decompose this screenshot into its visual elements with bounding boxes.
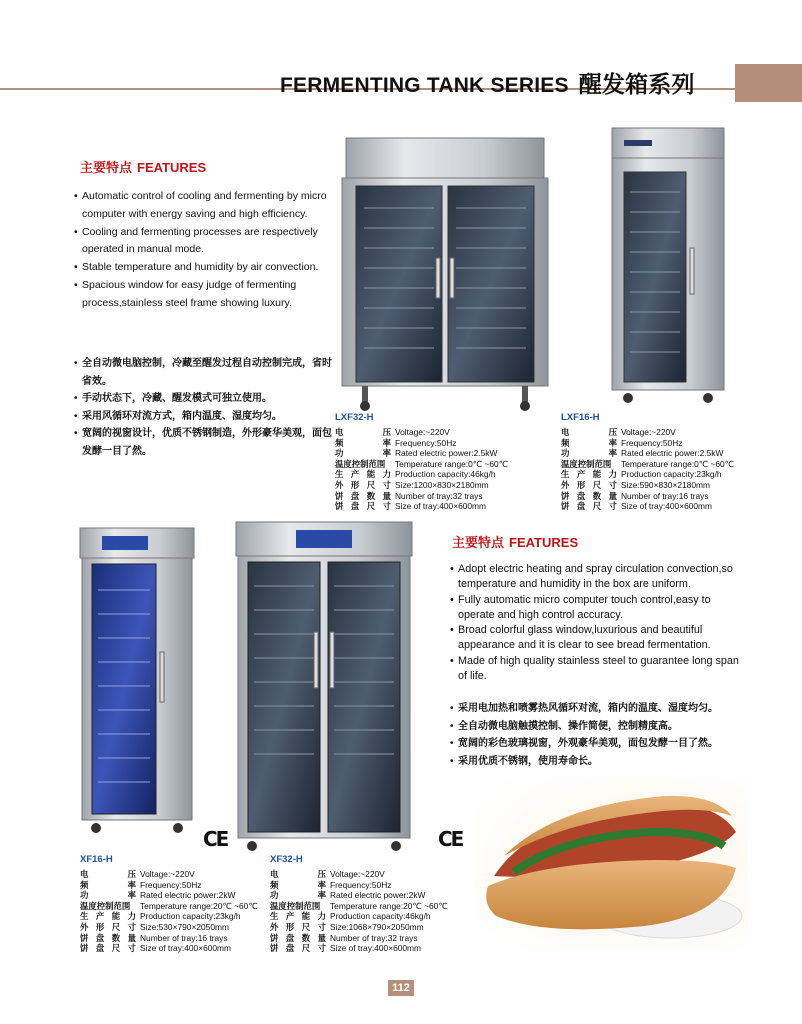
spec-label-char: 数 — [592, 490, 602, 501]
spec-label-char: 寸 — [608, 479, 617, 490]
spec-label-char: 压 — [317, 869, 326, 879]
spec-value: Voltage:~220V — [330, 869, 385, 879]
xf16h-model: XF16-H — [80, 854, 113, 865]
spec-value: Rated electric power:2.5kW — [395, 448, 498, 459]
list-item: • 采用风循环对流方式，箱内温度、湿度均匀。 — [74, 408, 336, 426]
spec-label-char: 寸 — [317, 943, 326, 954]
spec-label — [335, 469, 391, 480]
spec-value: Size:1068×790×2050mm — [330, 921, 424, 932]
spec-label — [80, 880, 136, 891]
spec-label-char: 力 — [382, 469, 391, 480]
list-item: • Spacious window for easy judge of fermenting process,stainless steel frame showing luxury. — [74, 277, 336, 313]
spec-value: Number of tray:16 trays — [140, 932, 228, 943]
spec-label-char: 外 — [335, 479, 344, 490]
spec-value: Size of tray:400×600mm — [330, 943, 422, 954]
spec-value: Voltage:~220V — [140, 869, 195, 879]
list-item: • 手动状态下，冷藏、醒发模式可独立使用。 — [74, 390, 336, 408]
spec-label-char: 生 — [270, 911, 279, 922]
spec-label-char: 盘 — [576, 501, 586, 512]
spec-label-char: 盘 — [95, 943, 105, 954]
spec-label-char: 率 — [382, 448, 391, 459]
spec-value: Temperature range:0℃ ~60℃ — [395, 458, 509, 469]
spec-value: Number of tray:32 trays — [395, 490, 483, 501]
spec-label-char: 温度控制范围 — [270, 900, 321, 911]
spec-label-char: 饼 — [335, 501, 344, 512]
spec-value: Rated electric power:2kW — [330, 890, 426, 901]
spec-label-char: 压 — [608, 427, 617, 437]
list-item: • 宽阔的彩色玻璃视窗，外观豪华美观，面包发酵一目了然。 — [450, 735, 750, 753]
spec-row — [270, 901, 448, 912]
spec-value: Size of tray:400×600mm — [140, 943, 232, 954]
spec-label-char: 生 — [561, 469, 570, 480]
spec-label-char: 尺 — [592, 501, 602, 512]
spec-value: Rated electric power:2kW — [140, 890, 236, 901]
spec-row — [335, 438, 508, 449]
spec-label-char: 外 — [561, 479, 570, 490]
spec-row — [80, 890, 258, 901]
spec-row — [270, 880, 448, 891]
xf32h-image — [236, 522, 412, 856]
spec-label-char: 率 — [382, 437, 391, 448]
spec-label-char: 量 — [382, 490, 391, 501]
spec-label-char: 形 — [576, 479, 586, 490]
spec-label — [561, 448, 617, 459]
spec-row — [561, 501, 734, 512]
list-item: • Fully automatic micro computer touch control,easy to operate and high control accuracy. — [450, 593, 740, 624]
spec-label — [270, 933, 326, 944]
spec-label — [270, 901, 326, 912]
spec-value: Frequency:50Hz — [395, 437, 457, 448]
spec-value: Temperature range:20℃ ~60℃ — [140, 900, 258, 911]
lxf32h-image — [342, 138, 548, 412]
spec-label-char: 盘 — [95, 932, 105, 943]
list-item: • Stable temperature and humidity by air convection. — [74, 259, 336, 277]
spec-label-char: 产 — [95, 911, 105, 922]
spec-value: Number of tray:16 trays — [621, 490, 709, 501]
features-bottom-cn-list — [450, 700, 750, 770]
spec-label-char: 温度控制范围 — [335, 458, 386, 469]
list-item: • Adopt electric heating and spray circulation convection,so temperature and humidity in the box are uniform. — [450, 562, 740, 593]
spec-label-char: 率 — [127, 879, 136, 890]
spec-label — [335, 448, 391, 459]
spec-label-char: 力 — [127, 911, 136, 922]
spec-label — [80, 890, 136, 901]
spec-value: Size:1200×830×2180mm — [395, 479, 489, 490]
page-title-cn: 醒发箱系列 — [578, 71, 695, 97]
spec-row — [335, 448, 508, 459]
spec-row — [80, 933, 258, 944]
spec-value: Voltage:~220V — [395, 427, 450, 437]
spec-value: Frequency:50Hz — [330, 879, 392, 890]
spec-label-char: 数 — [366, 490, 376, 501]
page-title — [280, 66, 695, 99]
spec-value: Number of tray:32 trays — [330, 932, 418, 943]
spec-label-char: 频 — [561, 437, 570, 448]
spec-label-char: 力 — [317, 911, 326, 922]
spec-label-char: 尺 — [366, 501, 376, 512]
spec-label — [270, 911, 326, 922]
spec-row — [80, 943, 258, 954]
list-item: • 全自动微电脑控制，冷藏至醒发过程自动控制完成，省时省效。 — [74, 355, 336, 390]
spec-row — [561, 459, 734, 470]
spec-label — [335, 438, 391, 449]
spec-label — [561, 491, 617, 502]
xf16h-image — [80, 522, 194, 836]
lxf16h-model: LXF16-H — [561, 412, 600, 423]
spec-label-char: 饼 — [561, 490, 570, 501]
spec-label-char: 频 — [80, 879, 89, 890]
spec-row — [270, 890, 448, 901]
list-item: • 全自动微电脑触摸控制、操作简便，控制精度高。 — [450, 718, 750, 736]
spec-row — [270, 911, 448, 922]
spec-label-char: 产 — [350, 469, 360, 480]
lxf32h-spec-table — [335, 427, 508, 512]
lxf32h-model: LXF32-H — [335, 412, 374, 423]
page-number: 112 — [388, 980, 414, 996]
spec-row — [270, 933, 448, 944]
spec-label — [270, 943, 326, 954]
list-item: • 采用优质不锈钢，使用寿命长。 — [450, 753, 750, 771]
spec-label — [80, 869, 136, 880]
features-top-heading-en: FEATURES — [137, 160, 207, 175]
spec-value: Production capacity:23kg/h — [621, 469, 722, 480]
spec-label-char: 盘 — [350, 501, 360, 512]
spec-value: Production capacity:46kg/h — [395, 469, 496, 480]
spec-label-char: 盘 — [576, 490, 586, 501]
spec-label-char: 能 — [301, 911, 311, 922]
spec-label — [80, 943, 136, 954]
ce-mark: CE — [438, 827, 463, 851]
spec-label-char: 盘 — [285, 943, 295, 954]
spec-label-char: 产 — [285, 911, 295, 922]
spec-label-char: 功 — [80, 890, 89, 901]
spec-value: Size of tray:400×600mm — [621, 501, 713, 512]
spec-label-char: 生 — [80, 911, 89, 922]
spec-row — [80, 901, 258, 912]
features-top-cn-list — [74, 355, 336, 460]
spec-value: Size:530×790×2050mm — [140, 921, 229, 932]
spec-label-char: 外 — [270, 921, 279, 932]
spec-label-char: 功 — [335, 448, 344, 459]
spec-row — [561, 427, 734, 438]
spec-label-char: 量 — [317, 932, 326, 943]
spec-label-char: 饼 — [335, 490, 344, 501]
spec-label — [270, 922, 326, 933]
spec-label-char: 能 — [366, 469, 376, 480]
spec-label-char: 饼 — [80, 943, 89, 954]
spec-label-char: 形 — [285, 921, 295, 932]
features-bottom-heading-cn: 主要特点 — [452, 535, 505, 550]
spec-label — [270, 880, 326, 891]
spec-label-char: 电 — [561, 427, 570, 437]
spec-label-char: 尺 — [301, 943, 311, 954]
spec-label-char: 电 — [335, 427, 344, 437]
spec-label-char: 盘 — [350, 490, 360, 501]
header-accent-block — [735, 64, 802, 102]
spec-label-char: 尺 — [111, 921, 121, 932]
spec-label-char: 温度控制范围 — [80, 900, 131, 911]
spec-label-char: 寸 — [317, 921, 326, 932]
list-item: • Automatic control of cooling and fermenting by micro computer with energy saving and high efficiency. — [74, 188, 336, 224]
spec-row — [270, 922, 448, 933]
spec-row — [80, 880, 258, 891]
list-item: • 采用电加热和喷雾热风循环对流，箱内的温度、湿度均匀。 — [450, 700, 750, 718]
features-bottom-heading-en: FEATURES — [509, 535, 579, 550]
spec-label-char: 饼 — [80, 932, 89, 943]
list-item: • 宽阔的视窗设计，优质不锈钢制造，外形豪华美观，面包发酵一目了然。 — [74, 425, 336, 460]
spec-label — [561, 459, 617, 470]
page-title-en: FERMENTING TANK SERIES — [280, 74, 569, 97]
spec-label-char: 寸 — [127, 943, 136, 954]
spec-label-char: 率 — [127, 890, 136, 901]
spec-row — [335, 480, 508, 491]
features-top-en-list — [74, 188, 336, 313]
spec-label-char: 频 — [270, 879, 279, 890]
xf16h-spec-table — [80, 869, 258, 954]
xf32h-model: XF32-H — [270, 854, 303, 865]
spec-row — [335, 501, 508, 512]
spec-row — [335, 491, 508, 502]
spec-row — [561, 480, 734, 491]
spec-label-char: 率 — [317, 890, 326, 901]
spec-value: Production capacity:46kg/h — [330, 911, 431, 922]
spec-row — [561, 491, 734, 502]
spec-value: Size:590×830×2180mm — [621, 479, 710, 490]
lxf16h-spec-table — [561, 427, 734, 512]
spec-value: Rated electric power:2.5kW — [621, 448, 724, 459]
spec-label — [270, 890, 326, 901]
spec-label — [335, 491, 391, 502]
spec-label-char: 寸 — [127, 921, 136, 932]
spec-label-char: 能 — [592, 469, 602, 480]
spec-row — [335, 459, 508, 470]
list-item: • Made of high quality stainless steel to guarantee long span of life. — [450, 654, 740, 685]
spec-row — [335, 427, 508, 438]
features-bottom-heading — [452, 532, 578, 551]
spec-label-char: 电 — [270, 869, 279, 879]
list-item: • Broad colorful glass window,luxurious and beautiful appearance and it is clear to see bread fermentation. — [450, 623, 740, 654]
spec-label — [561, 501, 617, 512]
spec-label-char: 电 — [80, 869, 89, 879]
spec-label — [561, 480, 617, 491]
spec-label-char: 温度控制范围 — [561, 458, 612, 469]
spec-label — [335, 501, 391, 512]
spec-label — [80, 933, 136, 944]
spec-label-char: 饼 — [561, 501, 570, 512]
spec-row — [561, 469, 734, 480]
spec-label — [561, 427, 617, 438]
spec-row — [80, 911, 258, 922]
spec-label-char: 数 — [111, 932, 121, 943]
spec-label-char: 寸 — [382, 501, 391, 512]
spec-label-char: 率 — [608, 437, 617, 448]
spec-label-char: 生 — [335, 469, 344, 480]
features-top-heading — [80, 157, 206, 176]
spec-label-char: 尺 — [301, 921, 311, 932]
xf32h-spec-table — [270, 869, 448, 954]
features-bottom-en-list — [450, 562, 740, 684]
spec-label — [335, 480, 391, 491]
spec-label-char: 盘 — [285, 932, 295, 943]
spec-value: Voltage:~220V — [621, 427, 676, 437]
spec-label — [561, 469, 617, 480]
spec-label-char: 量 — [608, 490, 617, 501]
spec-value: Size of tray:400×600mm — [395, 501, 487, 512]
spec-label-char: 力 — [608, 469, 617, 480]
spec-label-char: 尺 — [592, 479, 602, 490]
features-top-heading-cn: 主要特点 — [80, 160, 133, 175]
spec-label-char: 寸 — [608, 501, 617, 512]
spec-label-char: 能 — [111, 911, 121, 922]
spec-label-char: 饼 — [270, 943, 279, 954]
list-item: • Cooling and fermenting processes are respectively operated in manual mode. — [74, 224, 336, 260]
spec-label-char: 形 — [95, 921, 105, 932]
spec-row — [270, 943, 448, 954]
spec-label — [270, 869, 326, 880]
spec-label — [335, 459, 391, 470]
spec-label-char: 功 — [270, 890, 279, 901]
spec-label — [80, 901, 136, 912]
spec-label-char: 形 — [350, 479, 360, 490]
spec-label-char: 饼 — [270, 932, 279, 943]
spec-label — [335, 427, 391, 438]
spec-row — [80, 922, 258, 933]
spec-label-char: 量 — [127, 932, 136, 943]
spec-label — [80, 911, 136, 922]
spec-value: Frequency:50Hz — [621, 437, 683, 448]
spec-label — [561, 438, 617, 449]
spec-value: Temperature range:0℃ ~60℃ — [621, 458, 735, 469]
spec-row — [335, 469, 508, 480]
spec-row — [80, 869, 258, 880]
spec-value: Frequency:50Hz — [140, 879, 202, 890]
spec-row — [561, 448, 734, 459]
spec-label — [80, 922, 136, 933]
spec-label-char: 功 — [561, 448, 570, 459]
spec-label-char: 频 — [335, 437, 344, 448]
spec-value: Temperature range:20℃ ~60℃ — [330, 900, 448, 911]
spec-label-char: 率 — [317, 879, 326, 890]
spec-row — [561, 438, 734, 449]
spec-label-char: 寸 — [382, 479, 391, 490]
lxf16h-image — [612, 128, 724, 410]
spec-label-char: 尺 — [366, 479, 376, 490]
sandwich-image — [474, 776, 748, 948]
spec-label-char: 尺 — [111, 943, 121, 954]
spec-value: Production capacity:23kg/h — [140, 911, 241, 922]
spec-label-char: 产 — [576, 469, 586, 480]
spec-label-char: 数 — [301, 932, 311, 943]
spec-label-char: 压 — [127, 869, 136, 879]
ce-mark: CE — [203, 827, 228, 851]
spec-label-char: 率 — [608, 448, 617, 459]
spec-row — [270, 869, 448, 880]
spec-label-char: 外 — [80, 921, 89, 932]
spec-label-char: 压 — [382, 427, 391, 437]
